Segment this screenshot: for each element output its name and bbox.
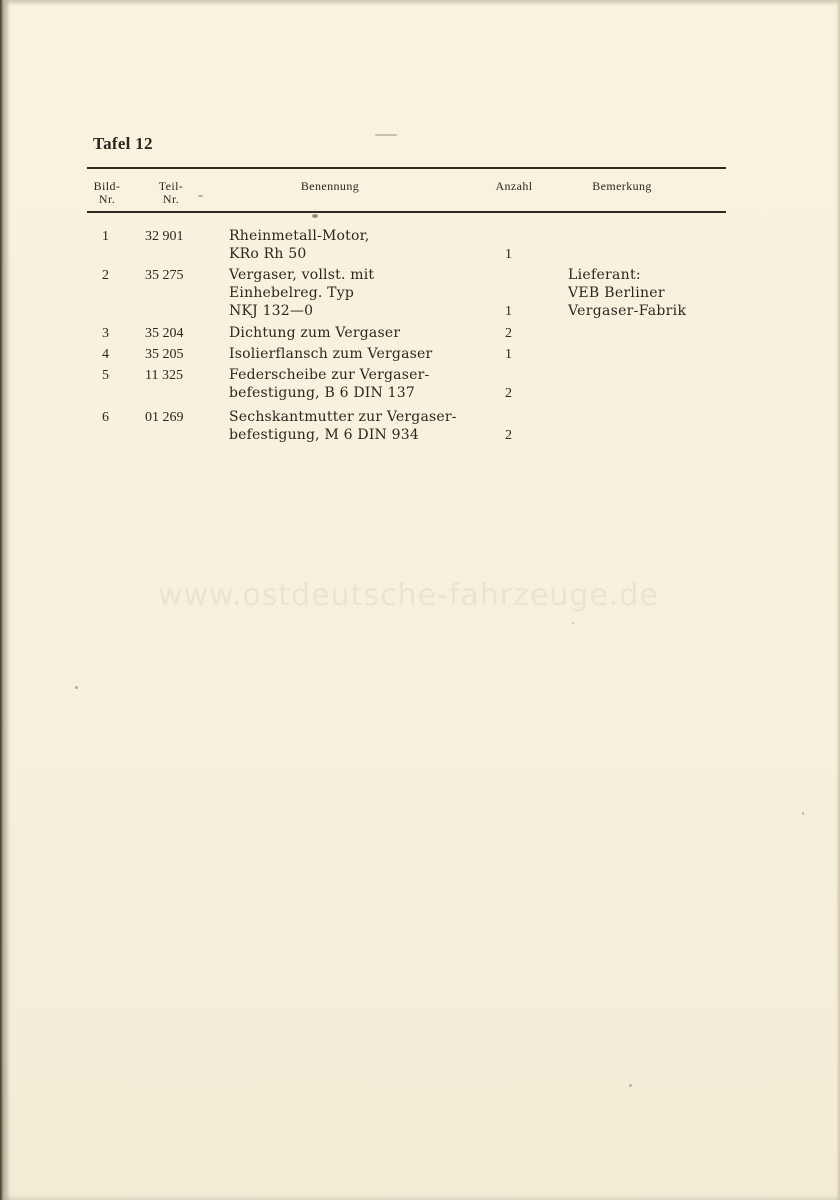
cell-bild: 6 (102, 410, 109, 425)
scan-speck (198, 195, 203, 197)
cell-anzahl: 1 (505, 347, 512, 362)
header-bild-line2: Nr. (98, 192, 116, 206)
cell-anzahl: 2 (505, 326, 512, 341)
desc-line: NKJ 132—0 (229, 303, 314, 319)
cell-anzahl: 1 (505, 304, 512, 319)
page-right-edge (836, 0, 840, 1200)
header-bild-nr (90, 180, 124, 206)
cell-teil: 35 205 (145, 347, 184, 362)
header-anzahl: Anzahl (495, 179, 533, 193)
desc-line: Isolierflansch zum Vergaser (229, 346, 433, 362)
cell-teil: 35 275 (145, 268, 184, 283)
cell-anzahl: 2 (505, 386, 512, 401)
cell-benennung (229, 408, 457, 444)
cell-bild: 3 (102, 326, 109, 341)
desc-line: Vergaser, vollst. mit (229, 267, 375, 283)
cell-bild: 2 (102, 268, 109, 283)
cell-anzahl: 1 (505, 247, 512, 262)
remark-line: Vergaser-Fabrik (568, 303, 687, 319)
header-bild-line1: Bild- (93, 179, 121, 193)
desc-line: befestigung, M 6 DIN 934 (229, 427, 419, 443)
scan-speck (375, 134, 397, 136)
scan-speck (629, 1084, 632, 1087)
scan-speck (572, 622, 574, 624)
page-binding-edge (0, 0, 10, 1200)
cell-teil: 11 325 (145, 368, 183, 383)
remark-line: Lieferant: (568, 267, 641, 283)
cell-bild: 1 (102, 229, 109, 244)
table-header-rule (87, 211, 726, 213)
cell-teil: 35 204 (145, 326, 184, 341)
desc-line: Einhebelreg. Typ (229, 285, 354, 301)
desc-line: Rheinmetall-Motor, (229, 228, 370, 244)
header-bemerkung: Bemerkung (592, 179, 652, 193)
watermark: www.ostdeutsche-fahrzeuge.de (158, 578, 659, 613)
desc-line: befestigung, B 6 DIN 137 (229, 385, 415, 401)
cell-anzahl: 2 (505, 428, 512, 443)
page-title: Tafel 12 (93, 134, 153, 153)
header-teil-line1: Teil- (158, 179, 184, 193)
table-top-rule (87, 167, 726, 169)
scan-speck (312, 214, 318, 218)
cell-benennung (229, 345, 432, 363)
desc-line: KRo Rh 50 (229, 246, 307, 262)
desc-line: Federscheibe zur Vergaser- (229, 367, 430, 383)
desc-line: Sechskantmutter zur Vergaser- (229, 409, 457, 425)
scan-speck (75, 686, 78, 689)
cell-bild: 4 (102, 347, 109, 362)
header-benennung: Benennung (300, 179, 360, 193)
header-teil-line2: Nr. (162, 192, 180, 206)
page-top-edge (0, 0, 840, 6)
cell-teil: 32 901 (145, 229, 184, 244)
cell-benennung (229, 366, 429, 402)
remark-line: VEB Berliner (568, 285, 665, 301)
header-teil-nr (152, 180, 190, 206)
cell-benennung (229, 227, 370, 263)
cell-bild: 5 (102, 368, 109, 383)
cell-benennung (229, 266, 374, 320)
cell-teil: 01 269 (145, 410, 184, 425)
desc-line: Dichtung zum Vergaser (229, 325, 401, 341)
cell-bemerkung (568, 266, 686, 320)
cell-benennung (229, 324, 400, 342)
scan-speck (802, 812, 804, 815)
